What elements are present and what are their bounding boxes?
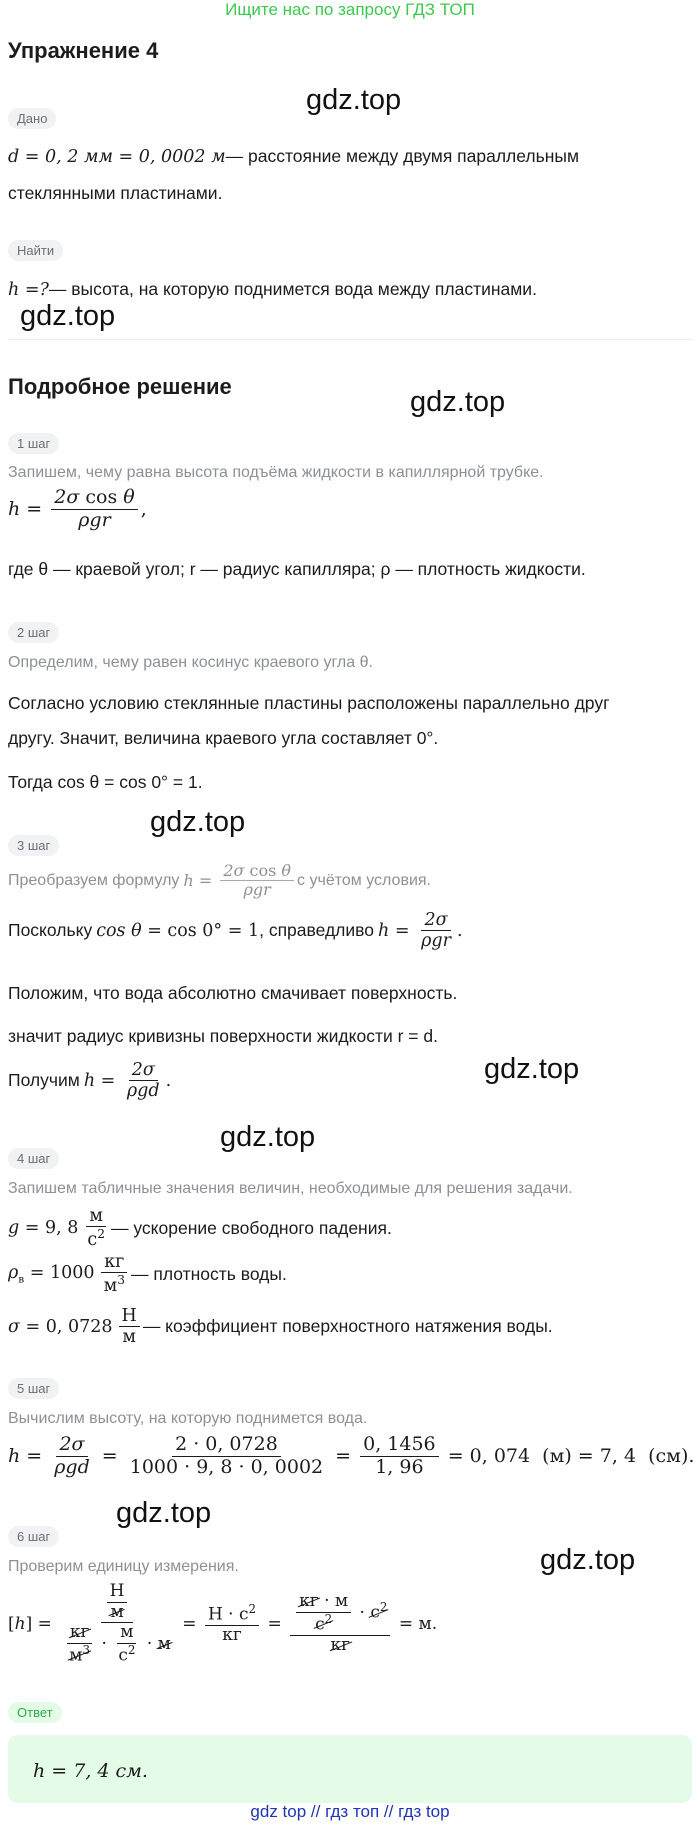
step-3-line-1-mid: , справедливо	[259, 920, 375, 941]
answer-label: Ответ	[8, 1702, 62, 1723]
step-1-where: где θ — краевой угол; r — радиус капилляра; ρ — плотность жидкости.	[8, 559, 586, 579]
g-value-line: g = 9, 8 $\frac{м}{с^2}$ — ускорение свободного падения.	[8, 1206, 392, 1250]
step-5-label: 5 шаг	[8, 1378, 59, 1399]
top-banner[interactable]: Ищите нас по запросу ГДЗ ТОП	[225, 0, 475, 19]
find-math: h =?	[8, 279, 49, 300]
step-4-hint: Запишем табличные значения величин, необходимые для решения задачи.	[8, 1180, 573, 1197]
step-3-hint-pre: Преобразуем формулу	[8, 871, 180, 889]
divider	[8, 339, 692, 340]
step-3-line-1: Поскольку cos θ = cos 0° = 1 , справедливо h = $\frac{2\sigma}{\text{ρgr}}$ .	[8, 910, 463, 952]
watermark: gdz.top	[220, 1121, 316, 1153]
step-3-hint: Преобразуем формулу h = $\frac{\text{2σ cos θ}}{\text{ρgr}}$ с учётом условия.	[8, 861, 431, 900]
exercise-title: Упражнение 4	[8, 38, 159, 63]
unit-check: [h] = $\frac{Н}{м}$ $\frac{кг}{м^3}$ · $\frac{м}{с^2}$ · м = $\frac{Н \cdot с^2}{кг}$ = $\frac{кг \cdot м}{с^2}$ · $с^2$ кг = м.	[8, 1581, 438, 1666]
step-6-hint: Проверим единицу измерения.	[8, 1558, 239, 1575]
watermark: gdz.top	[150, 806, 246, 838]
step-3-line-3: значит радиус кривизны поверхности жидкости r = d.	[8, 1026, 438, 1046]
watermark: gdz.top	[540, 1544, 636, 1576]
step-2-line-2: другу. Значит, величина краевого угла составляет 0°.	[8, 728, 439, 748]
sigma-value-line: σ = 0, 0728 $\frac{Н}{м}$ — коэффициент поверхностного натяжения воды.	[8, 1306, 553, 1348]
step-5-hint: Вычислим высоту, на которую поднимется вода.	[8, 1410, 368, 1427]
given-label: Дано	[8, 108, 56, 129]
given-line-1	[8, 146, 579, 167]
find-label: Найти	[8, 240, 63, 261]
step-3-line-4: Получим h = $\frac{2\sigma}{\text{ρgd}}$ .	[8, 1060, 172, 1102]
answer-value: h = 7, 4 см.	[33, 1760, 148, 1782]
step-2-hint: Определим, чему равен косинус краевого угла θ.	[8, 654, 373, 671]
watermark: gdz.top	[484, 1053, 580, 1085]
find-line	[8, 279, 537, 300]
rho-value-text: — плотность воды.	[130, 1263, 287, 1284]
given-math: d = 0, 2 мм = 0, 0002 м	[8, 146, 226, 167]
rho-value-line: $\rho_в = 1000$ $\frac{кг}{м^3}$ — плотность воды.	[8, 1252, 287, 1296]
footer-links[interactable]: gdz top // гдз топ // гдз top	[250, 1802, 450, 1821]
step-4-label: 4 шаг	[8, 1148, 59, 1169]
watermark: gdz.top	[306, 84, 402, 116]
sigma-value-text: — коэффициент поверхностного натяжения воды.	[142, 1316, 553, 1337]
step-2-label: 2 шаг	[8, 622, 59, 643]
given-text-1: — расстояние между двумя параллельным	[225, 146, 580, 166]
solution-title: Подробное решение	[8, 374, 232, 399]
watermark: gdz.top	[20, 300, 116, 332]
step-1-label: 1 шаг	[8, 433, 59, 454]
step-6-label: 6 шаг	[8, 1526, 59, 1547]
formula-h-general: h = $\frac{\text{2σ cos θ}}{\text{ρgr}}$ ,	[8, 486, 147, 531]
given-line-2: стеклянными пластинами.	[8, 183, 223, 203]
step-2-line-1: Согласно условию стеклянные пластины расположены параллельно друг	[8, 693, 610, 713]
find-text: — высота, на которую поднимется вода между пластинами.	[48, 279, 537, 299]
g-value-text: — ускорение свободного падения.	[111, 1217, 392, 1238]
watermark: gdz.top	[410, 386, 506, 418]
step-1-hint: Запишем, чему равна высота подъёма жидкости в капиллярной трубке.	[8, 464, 544, 481]
step-3-line-4-pre: Получим	[8, 1070, 80, 1091]
watermark: gdz.top	[116, 1497, 212, 1529]
step-2-line-3: Тогда cos θ = cos 0° = 1.	[8, 772, 203, 792]
height-calculation: h = $\frac{2\sigma}{\text{ρgd}}$ = $\frac{2 \cdot 0, 0728}{1000 \cdot 9, 8 \cdot 0, 0002}$ = $\frac{0, 1456}{1, 96}$ = 0, 074 (м) = 7, 4 (см).	[8, 1433, 695, 1478]
step-3-label: 3 шаг	[8, 835, 59, 856]
step-3-hint-post: с учётом условия.	[297, 871, 431, 889]
step-3-line-1-pre: Поскольку	[8, 920, 93, 941]
step-3-line-2: Положим, что вода абсолютно смачивает поверхность.	[8, 983, 458, 1003]
